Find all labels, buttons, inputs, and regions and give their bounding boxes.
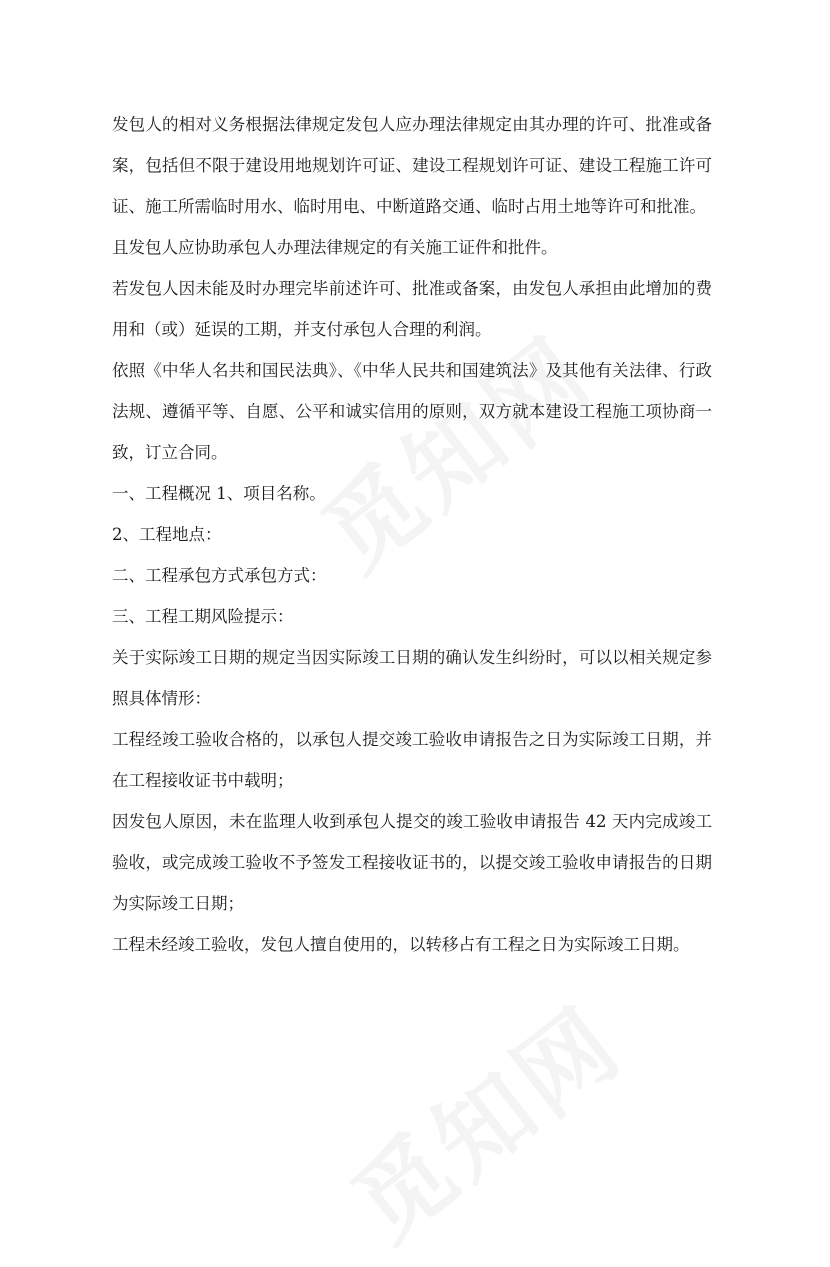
section-heading: 二、工程承包方式承包方式： [112,566,327,585]
paragraph: 关于实际竣工日期的规定当因实际竣工日期的确认发生纠纷时，可以以相关规定参照具体情形： [112,648,712,708]
paragraph: 工程未经竣工验收，发包人擅自使用的，以转移占有工程之日为实际竣工日期。 [112,935,690,954]
paragraph: 若发包人因未能及时办理完毕前述许可、批准或备案，由发包人承担由此增加的费用和（或）延误的工期，并支付承包人合理的利润。 [112,279,712,339]
section-heading: 2、工程地点： [112,525,222,544]
section-heading: 三、工程工期风险提示： [112,607,294,626]
paragraph: 且发包人应协助承包人办理法律规定的有关施工证件和批件。 [112,238,558,257]
document-body [112,104,712,965]
paragraph: 依照《中华人名共和国民法典》、《中华人民共和国建筑法》及其他有关法律、行政法规、遵循平等、自愿、公平和诚实信用的原则，双方就本建设工程施工项协商一致，订立合同。 [112,361,712,462]
section-heading: 一、工程概况 1、项目名称。 [112,484,326,503]
paragraph: 因发包人原因，未在监理人收到承包人提交的竣工验收申请报告 42 天内完成竣工验收，或完成竣工验收不予签发工程接收证书的，以提交竣工验收申请报告的日期为实际竣工日期； [112,812,712,913]
paragraph: 发包人的相对义务根据法律规定发包人应办理法律规定由其办理的许可、批准或备案，包括但不限于建设用地规划许可证、建设工程规划许可证、建设工程施工许可证、施工所需临时用水、临时用电、中断道路交通、临时占用土地等许可和批准。 [112,115,712,216]
watermark [320,970,645,1266]
paragraph: 工程经竣工验收合格的，以承包人提交竣工验收申请报告之日为实际竣工日期，并在工程接收证书中载明； [112,730,712,790]
